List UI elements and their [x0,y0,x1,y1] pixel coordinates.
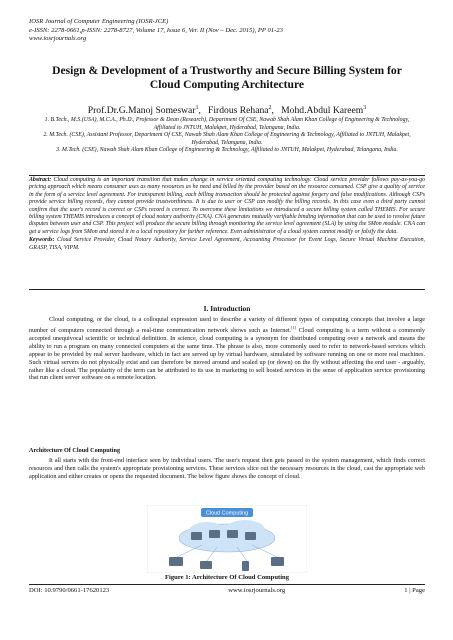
author-name: Prof.Dr.G.Manoj Someswar [87,105,196,117]
abstract-block [29,177,425,252]
author-sup: 3 [363,105,367,111]
footer-page-number: 1 | Page [404,587,425,594]
author-sup: 1 [195,105,199,111]
affiliation-item: 3. M.Tech. (CSE), Nawab Shah Alam Khan College of Engineering & Technology, Affiliated to JNTUH, Malakpet, Hyderabad, Telangana, India. [56,147,398,153]
keywords [29,237,425,252]
journal-name: IOSR Journal of Computer Engineering (IOSR-JCE) [29,18,169,25]
page-footer [29,587,425,594]
affiliation-item: 1. B.Tech., M.S.(USA), M.C.A., Ph.D., Professor & Dean (Research), Department Of CSE, Nawab Shah Alam Khan College of Engineering & Technology, Affiliated to JNTUH, Malakpet, Hyderabad, Telangana, India. [44,117,410,131]
abstract-bottom-rule [29,289,425,290]
banner-label: Cloud Computing [205,510,249,517]
cloud-diagram [147,505,307,573]
desktop-icon [200,561,212,569]
introduction-paragraph: Cloud computing, or the cloud, is a colloquial expression used to describe a variety of different types of computing concepts that involve a large number of computers connected through a real-time communication network shows such as Internet.[1] Cloud computing is a term without a commonly accepted unequivocal scientific or technical definition. In science, cloud computing is a synonym for distributed computing over a network and means the ability to run a program on many connected computers at the same time. The phrase is also, more commonly used to refer to network-based services which appear to be provided by real server hardware, which in fact are served up by virtual hardware, simulated by software running on one or more real machines. Such virtual servers do not physically exist and can therefore be moved around and scaled up (or down) on the fly without affecting the end user - arguably, rather like a cloud. The popularity of the term can be attributed to its use in marketing to sell hosted services in the sense of application service provisioning that run client server software on a remote location. [29,316,425,382]
abstract-top-rule [29,175,425,176]
journal-header [29,18,429,44]
architecture-paragraph: It all starts with the front-end interface seen by individual users. The user's request then gets passed to the system management, which finds correct resources and then calls the system's appropriate provisioning services. These services slice out the necessary resources in the cloud, cast the appropriate web application and either creates or opens the requested document. The below figure shows the concept of cloud. [29,457,425,480]
author-list: Prof.Dr.G.Manoj Someswar$^1$, Firdous Rehana$^2$, Mohd.Abdul Kareem$^3$ [87,105,367,117]
section-heading-introduction: I. Introduction [203,304,251,313]
keywords-text: Cloud Service Provider, Cloud Notary Authority, Service Level Agreement, Accounting Processor for Event Logs, Secure Virtual Machine Execution, GRASP, TISA, VIPM. [29,237,425,251]
footer-rule [29,584,425,585]
author-name: Mohd.Abdul Kareem [281,105,364,117]
journal-url[interactable]: www.iosrjournals.org [29,35,87,43]
laptop-icon [169,557,183,566]
server-icon [191,532,202,540]
tablet-icon [271,557,284,566]
cloud-architecture-figure [147,505,307,573]
author-name: Firdous Rehana [208,105,269,117]
citation: [1] [291,324,297,330]
database-icon [209,530,220,538]
footer-url[interactable]: www.iosrjournals.org [228,587,286,594]
author-sup: 2 [268,105,272,111]
paper-title: Design & Development of a Trustworthy and Secure Billing System for Cloud Computing Architecture [52,64,402,91]
abstract-label: Abstract: [29,177,52,183]
footer-doi: DOI: 10.9790/0661-17620123 [29,587,110,594]
keywords-label: Keywords: [29,237,55,244]
journal-issn: e-ISSN: 2278-0661,p-ISSN: 2278-8727, Volume 17, Issue 6, Ver. II (Nov – Dec. 2015), PP 01-23 [29,26,283,34]
affiliation-item: 2. M.Tech. (CSE), Assistant Professor, Department Of CSE, Nawab Shah Alam Khan College of Engineering & Technology, Affiliated to JNTUH, Malakpet, Hyderabad, Telangana, India. [43,132,411,146]
figure-caption: Figure 1: Architecture Of Cloud Computing [165,574,289,581]
platform-icon [245,532,256,540]
affiliations [36,117,418,155]
storage-icon [227,530,238,538]
phone-icon [242,561,249,571]
abstract-text: Cloud computing is an important transition that makes change in service oriented computing technology. Cloud service provider follows pay-as-you-go pricing approach which means consumer uses as many resources as he need and billed by the provider based on the resource consumed. CSP give a quality of service in the form of a service level agreement. For transparent billing, each billing transaction should be protected against forgery and false modifications. Although CSPs provide service billing records, they cannot provide trustworthiness. It is due to user or CSP can modify the billing records. In this case even a third party cannot confirm that the user's record is correct or CSPs record is correct. To overcome these limitations we introduced a secure billing system called THEMIS. For secure billing system THEMIS introduces a concept of cloud notary authority (CNA). CNA generates mutually verifiable binding information that can be used to resolve future disputes between user and CSP. This project will produce the secure billing through monitoring the service level agreement (SLA) by using the SMon module. CNA can get a service logs from SMon and stored it in a local repository for further reference. Even administrator of a cloud system cannot modify or falsify the data. [29,177,425,235]
subsection-heading: Architecture Of Cloud Computing [29,447,121,454]
